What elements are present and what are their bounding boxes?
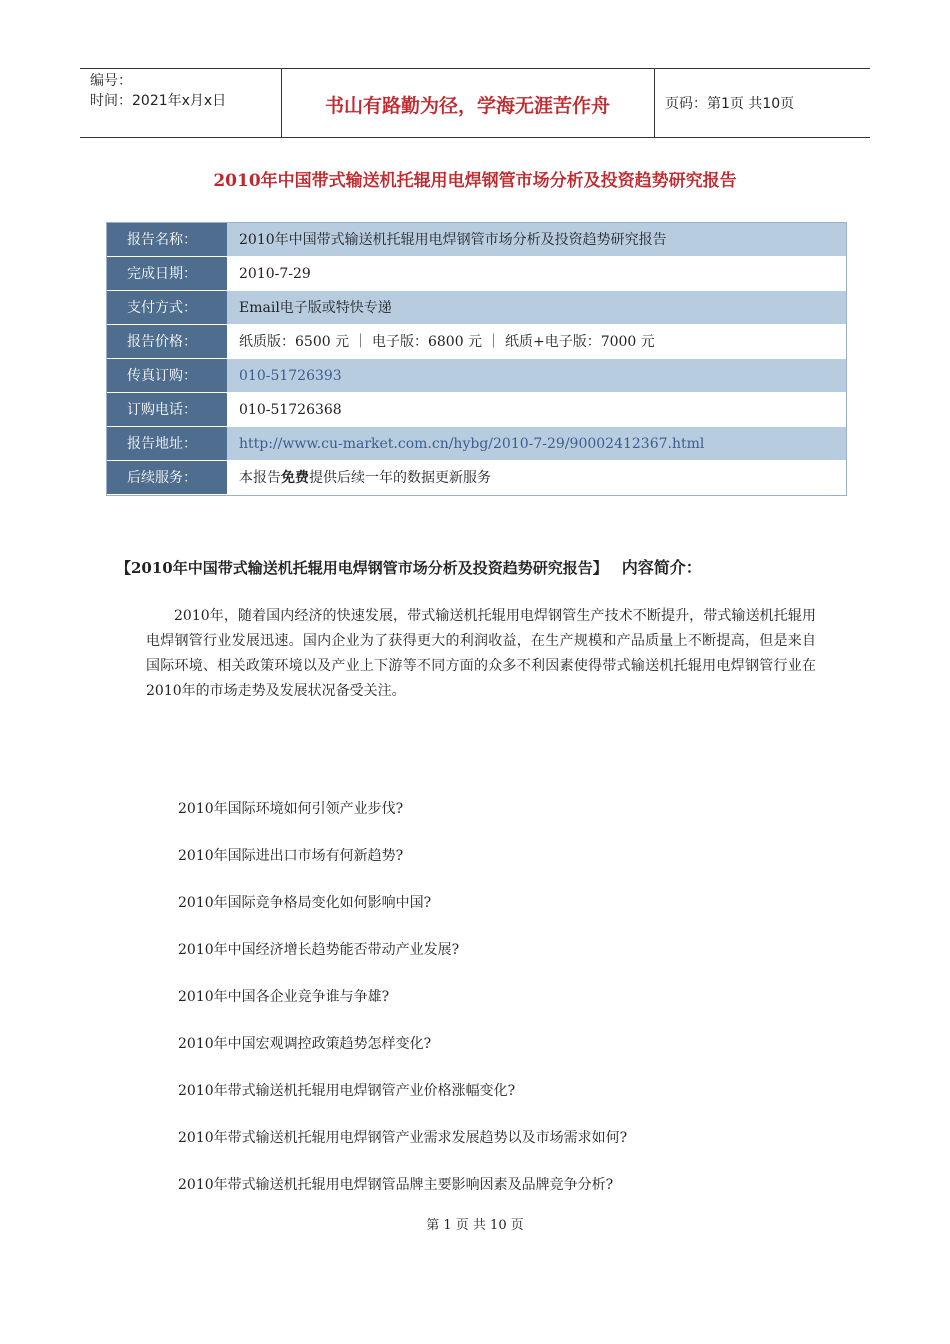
questions-list <box>178 798 627 1221</box>
info-label: 报告价格： <box>107 325 227 359</box>
report-info-table <box>106 222 847 496</box>
info-value: 2010年中国带式输送机托辊用电焊钢管市场分析及投资趋势研究报告 <box>227 223 846 257</box>
info-value <box>227 461 846 495</box>
info-value: 纸质版：6500 元 ｜ 电子版：6800 元 ｜ 纸质+电子版：7000 元 <box>227 325 846 359</box>
info-row-phone <box>107 393 846 427</box>
fax-number: 010-51726393 <box>227 359 846 393</box>
question-item: 2010年国际环境如何引领产业步伐? <box>178 801 404 817</box>
number-label: 编号： <box>90 73 132 89</box>
info-label: 完成日期： <box>107 257 227 291</box>
question-item: 2010年国际进出口市场有何新趋势? <box>178 848 404 864</box>
info-label: 报告名称： <box>107 223 227 257</box>
report-title: 2010年中国带式输送机托辊用电焊钢管市场分析及投资趋势研究报告 <box>213 171 737 191</box>
header-meta-cell <box>80 69 282 137</box>
info-value: Email电子版或特快专递 <box>227 291 846 325</box>
info-row-name <box>107 223 846 257</box>
info-row-fax <box>107 359 846 393</box>
question-item: 2010年中国宏观调控政策趋势怎样变化? <box>178 1036 432 1052</box>
info-label: 后续服务： <box>107 461 227 495</box>
intro-paragraph-block <box>146 604 816 704</box>
page-info: 页码：第1页 共10页 <box>665 96 795 112</box>
info-row-date <box>107 257 846 291</box>
page-header <box>80 68 870 138</box>
info-label: 支付方式： <box>107 291 227 325</box>
question-item: 2010年国际竞争格局变化如何影响中国? <box>178 895 432 911</box>
intro-paragraph: 2010年，随着国内经济的快速发展，带式输送机托辊用电焊钢管生产技术不断提升，带式输送机托辊用电焊钢管行业发展迅速。国内企业为了获得更大的利润收益，在生产规模和产品质量上不断提高，但是来自国际环境、相关政策环境以及产业上下游等不同方面的众多不利因素使得带式输送机托辊用电焊钢管行业在2010年的市场走势及发展状况备受关注。 <box>146 608 816 699</box>
section-heading <box>116 555 702 578</box>
info-value: 2010-7-29 <box>227 257 846 291</box>
info-row-service <box>107 461 846 495</box>
header-page-cell <box>655 69 870 137</box>
section-heading-title: 【2010年中国带式输送机托辊用电焊钢管市场分析及投资趋势研究报告】 <box>116 559 608 577</box>
service-text-post: 提供后续一年的数据更新服务 <box>309 470 491 486</box>
motto-text: 书山有路勤为径，学海无涯苦作舟 <box>324 95 610 117</box>
service-text-free: 免费 <box>281 470 309 486</box>
report-url-link[interactable]: http://www.cu-market.com.cn/hybg/2010-7-29/90002412367.html <box>227 427 846 461</box>
service-text-pre: 本报告 <box>239 470 281 486</box>
question-item: 2010年带式输送机托辊用电焊钢管产业需求发展趋势以及市场需求如何? <box>178 1130 628 1146</box>
time-label: 时间：2021年x月x日 <box>90 93 227 109</box>
question-item: 2010年带式输送机托辊用电焊钢管产业价格涨幅变化? <box>178 1083 516 1099</box>
info-row-url <box>107 427 846 461</box>
question-item: 2010年带式输送机托辊用电焊钢管品牌主要影响因素及品牌竞争分析? <box>178 1177 614 1193</box>
info-label: 订购电话： <box>107 393 227 427</box>
info-label: 传真订购： <box>107 359 227 393</box>
header-motto-cell <box>281 69 655 137</box>
info-label: 报告地址： <box>107 427 227 461</box>
info-row-payment <box>107 291 846 325</box>
phone-number: 010-51726368 <box>227 393 846 427</box>
section-heading-tail: 内容简介： <box>621 558 702 577</box>
page-footer: 第 1 页 共 10 页 <box>426 1218 524 1233</box>
question-item: 2010年中国经济增长趋势能否带动产业发展? <box>178 942 460 958</box>
info-row-price <box>107 325 846 359</box>
question-item: 2010年中国各企业竞争谁与争雄? <box>178 989 390 1005</box>
